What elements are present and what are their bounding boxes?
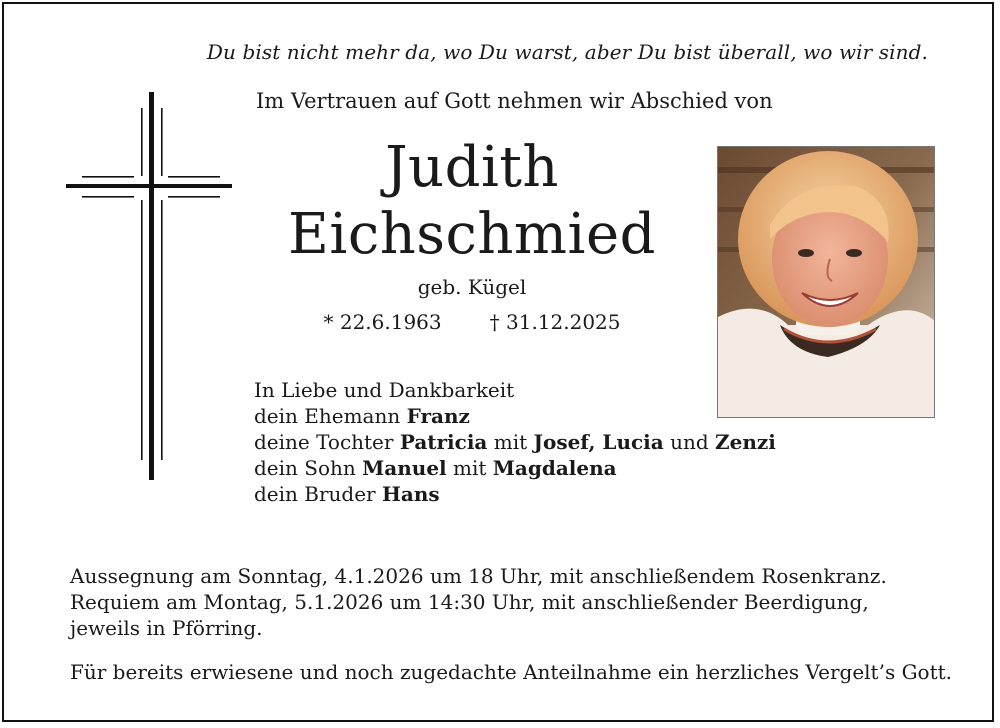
mourners-heading: In Liebe und Dankbarkeit bbox=[254, 378, 515, 402]
deceased-born-name: geb. Kügel bbox=[417, 275, 527, 299]
mourners-block bbox=[254, 377, 776, 507]
service-line-requiem: Requiem am Montag, 5.1.2026 um 14:30 Uhr, mit anschließender Beerdigung, bbox=[70, 590, 869, 614]
cross-icon bbox=[60, 88, 240, 488]
service-line-location: jeweils in Pförring. bbox=[70, 616, 263, 640]
mourner-line-brother: dein Bruder Hans bbox=[254, 482, 440, 506]
motto-quote: Du bist nicht mehr da, wo Du warst, aber Du bist überall, wo wir sind. bbox=[206, 40, 928, 64]
mourner-line-daughter: deine Tochter Patricia mit Josef, Lucia und Zenzi bbox=[254, 430, 776, 454]
service-info bbox=[70, 563, 930, 641]
life-dates bbox=[262, 310, 682, 334]
death-date: † 31.12.2025 bbox=[489, 310, 621, 334]
deceased-last-name: Eichschmied bbox=[288, 202, 656, 267]
service-line-blessing: Aussegnung am Sonntag, 4.1.2026 um 18 Uhr, mit anschließendem Rosenkranz. bbox=[70, 564, 887, 588]
mourner-line-son: dein Sohn Manuel mit Magdalena bbox=[254, 456, 617, 480]
thanks-line: Für bereits erwiesene und noch zugedachte Anteilnahme ein herzliches Vergelt’s Gott. bbox=[70, 660, 953, 684]
mourner-line-husband: dein Ehemann Franz bbox=[254, 404, 470, 428]
deceased-first-name: Judith bbox=[385, 135, 559, 200]
intro-line: Im Vertrauen auf Gott nehmen wir Abschied von bbox=[256, 89, 773, 113]
birth-date: * 22.6.1963 bbox=[323, 310, 442, 334]
